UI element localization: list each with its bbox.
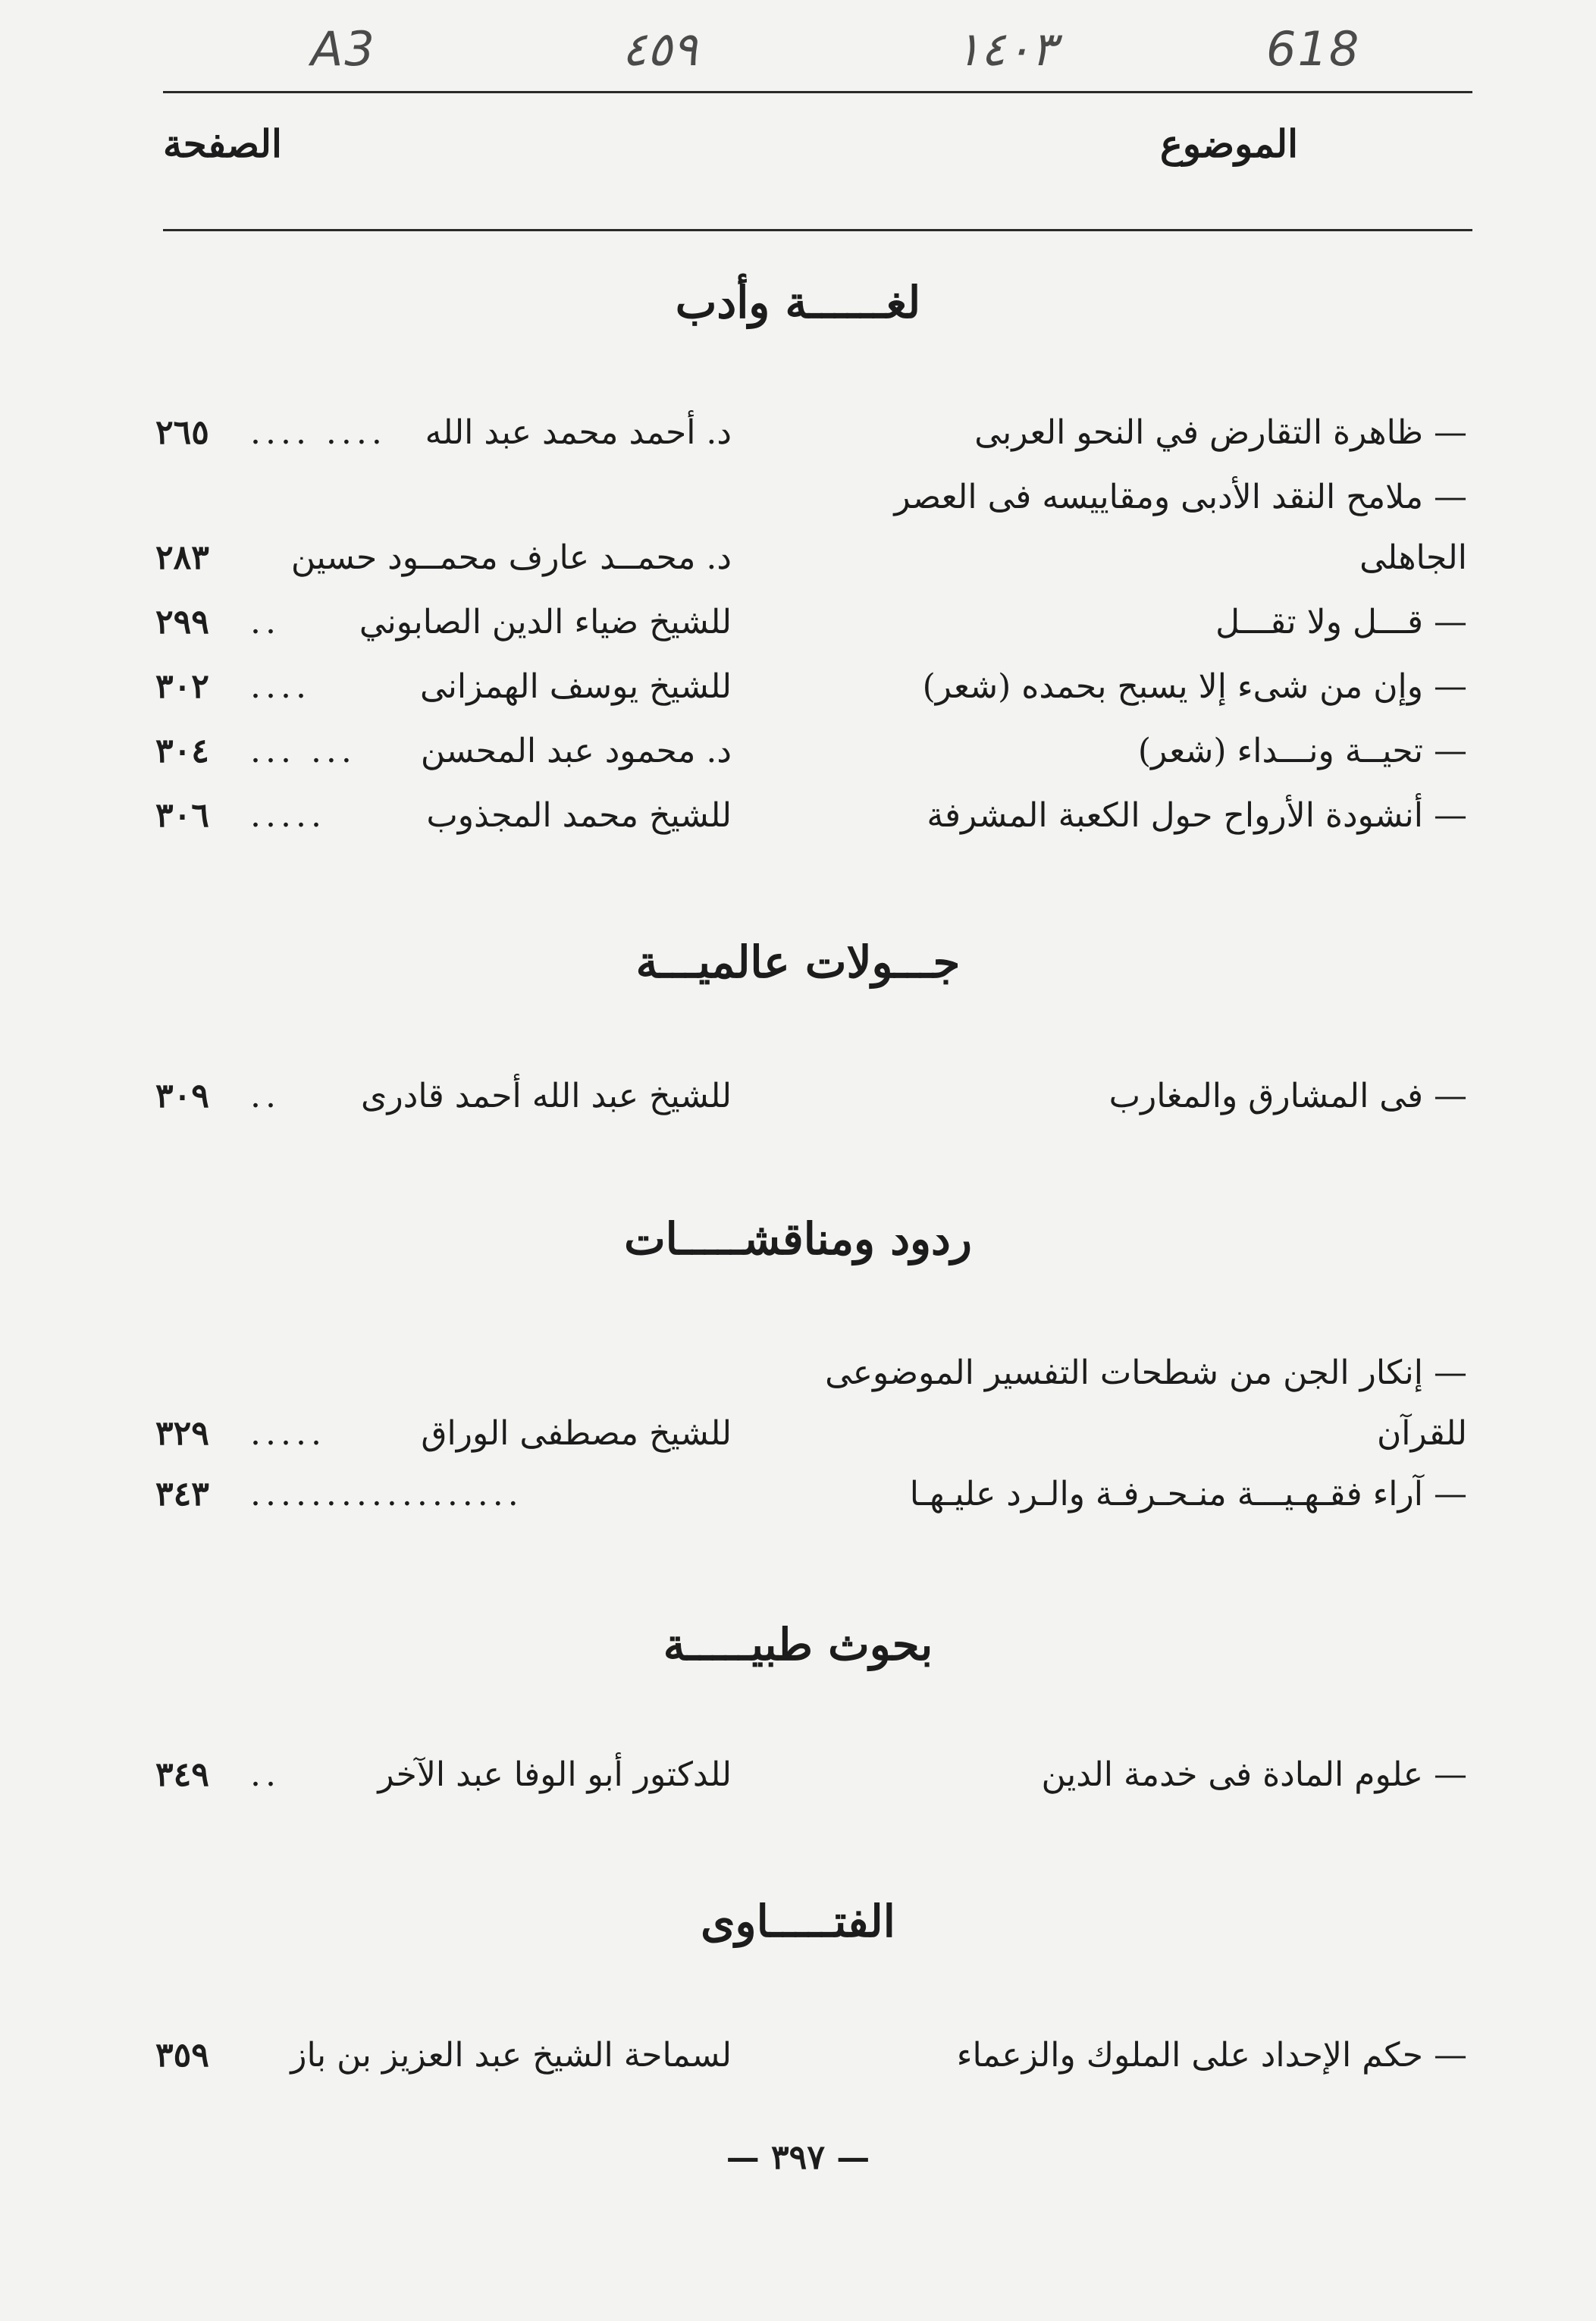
toc-entry: [0, 1350, 1596, 1397]
entry-page-number: ٣٠٦: [155, 796, 209, 835]
entry-page-number: ٢٨٣: [155, 538, 209, 577]
entry-title: — ظاهرة التقارض في النحو العربى: [974, 413, 1467, 452]
section-title: الفتـــــاوى: [701, 1896, 895, 1947]
entry-author: للشيخ عبد الله أحمد قادرى: [361, 1077, 732, 1115]
toc-entry: [0, 1073, 1596, 1120]
entry-title: — علوم المادة فى خدمة الدين: [1041, 1755, 1467, 1794]
toc-entry: [0, 1471, 1596, 1518]
entry-leader-dots: ... ...: [250, 732, 356, 770]
entry-author: للشيخ ضياء الدين الصابوني: [359, 603, 732, 641]
entry-title: — أنشودة الأرواح حول الكعبة المشرفة: [927, 796, 1467, 835]
entry-leader-dots: ..: [250, 1077, 281, 1115]
entry-author: د. محمــد عارف محمــود حسين: [290, 538, 732, 577]
entry-title: — آراء فقـهـيـــة منـحـرفـة والـرد عليـهـا: [909, 1475, 1467, 1513]
entry-page-number: ٣٤٣: [155, 1475, 209, 1513]
toc-entry: [0, 409, 1596, 456]
entry-page-number: ٣٢٩: [155, 1414, 209, 1453]
section-title: جـــولات عالميـــة: [635, 936, 961, 988]
toc-entry: [0, 1752, 1596, 1799]
handwritten-mark: ١٤٠٣: [955, 21, 1057, 77]
section-title: لغــــــة وأدب: [675, 277, 921, 328]
handwritten-mark: 618: [1266, 21, 1361, 77]
entry-title-continuation: للقرآن: [1376, 1414, 1467, 1453]
entry-title: — حكم الإحداد على الملوك والزعماء: [956, 2036, 1467, 2075]
entry-page-number: ٣٠٩: [155, 1077, 209, 1115]
entry-page-number: ٣٤٩: [155, 1755, 209, 1794]
page-column-label: الصفحة: [163, 121, 282, 166]
entry-title: — تحيــة ونـــداء (شعر): [1137, 732, 1467, 770]
entry-page-number: ٣٠٤: [155, 732, 209, 770]
handwritten-archive-marks: [152, 21, 1441, 82]
top-rule: [163, 91, 1472, 93]
handwritten-mark: A3: [311, 21, 376, 77]
entry-title: — وإن من شىء إلا يسبح بحمده (شعر): [922, 667, 1467, 706]
toc-entry: [0, 535, 1596, 582]
header-rule: [163, 229, 1472, 231]
entry-author: للشيخ محمد المجذوب: [426, 796, 732, 835]
toc-entry: [0, 1410, 1596, 1457]
entry-title: — قـــل ولا تقـــل: [1215, 603, 1467, 641]
toc-entry: [0, 599, 1596, 646]
entry-title: — إنكار الجن من شطحات التفسير الموضوعى: [825, 1353, 1467, 1392]
entry-leader-dots: ..: [250, 603, 281, 641]
entry-author: د. أحمد محمد عبد الله: [425, 413, 732, 452]
toc-entry: [0, 728, 1596, 775]
entry-leader-dots: .....: [250, 796, 326, 835]
entry-title: — ملامح النقد الأدبى ومقاييسه فى العصر: [894, 478, 1467, 516]
topic-column-label: الموضوع: [1160, 121, 1298, 166]
handwritten-mark: ٤٥٩: [622, 21, 698, 77]
entry-author: للدكتور أبو الوفا عبد الآخر: [378, 1755, 732, 1794]
column-header: [163, 121, 1472, 182]
entry-author: للشيخ يوسف الهمزانى: [419, 667, 732, 706]
entry-title-continuation: الجاهلى: [1359, 538, 1467, 577]
entry-page-number: ٣٠٢: [155, 667, 209, 706]
section-title: بحوث طبيـــــة: [663, 1619, 933, 1670]
entry-leader-dots: ....: [250, 667, 311, 706]
entry-author: لسماحة الشيخ عبد العزيز بن باز: [290, 2036, 732, 2075]
entry-leader-dots: ..: [250, 1755, 281, 1794]
toc-entry: [0, 474, 1596, 521]
section-title: ردود ومناقشـــــات: [624, 1213, 972, 1265]
toc-entry: [0, 792, 1596, 839]
entry-author: د. محمود عبد المحسن: [420, 732, 732, 770]
page-folio-number: — ٣٩٧ —: [726, 2138, 870, 2177]
entry-leader-dots: .....: [250, 1414, 326, 1453]
toc-entry: [0, 2032, 1596, 2079]
entry-title: — فى المشارق والمغارب: [1108, 1077, 1467, 1115]
entry-leader-dots: .... ....: [250, 413, 387, 452]
entry-page-number: ٣٥٩: [155, 2036, 209, 2075]
entry-leader-dots: ..................: [250, 1475, 523, 1513]
entry-page-number: ٢٦٥: [155, 413, 209, 452]
entry-author: للشيخ مصطفى الوراق: [421, 1414, 732, 1453]
entry-page-number: ٢٩٩: [155, 603, 209, 641]
toc-entry: [0, 663, 1596, 710]
